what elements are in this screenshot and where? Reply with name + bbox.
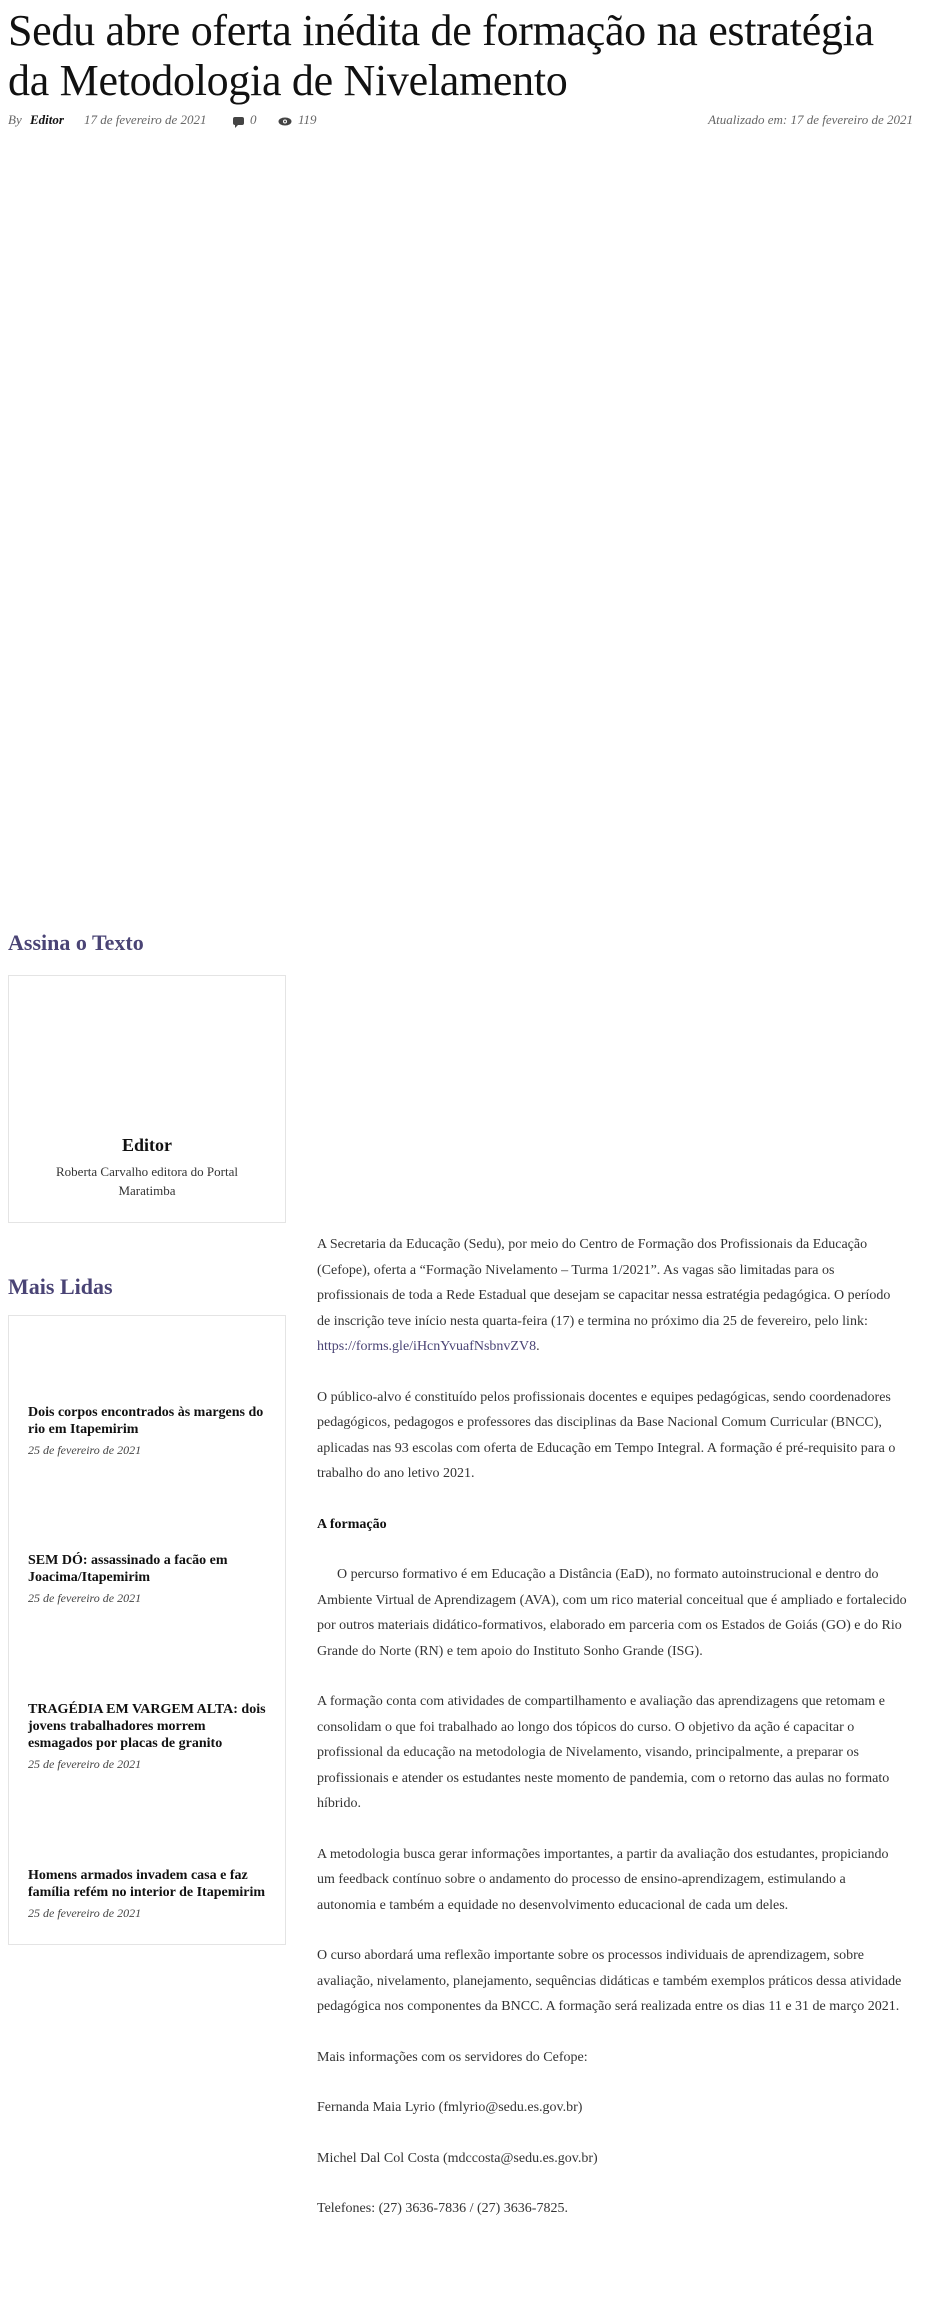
article-header bbox=[8, 0, 913, 127]
popular-item-date: 25 de fevereiro de 2021 bbox=[28, 1443, 142, 1457]
popular-item-title[interactable]: TRAGÉDIA EM VARGEM ALTA: dois jovens trabalhadores morrem esmagados por placas de granito bbox=[28, 1702, 266, 1751]
paragraph bbox=[317, 1232, 907, 1360]
popular-item-date: 25 de fevereiro de 2021 bbox=[28, 1906, 142, 1920]
registration-link[interactable]: https://forms.gle/iHcnYvuafNsbnvZV8 bbox=[317, 1339, 537, 1354]
popular-item-title[interactable]: SEM DÓ: assassinado a facão em Joacima/Itapemirim bbox=[28, 1553, 228, 1585]
updated-date: Atualizado em: 17 de fevereiro de 2021 bbox=[708, 112, 913, 127]
publish-date: 17 de fevereiro de 2021 bbox=[84, 112, 207, 127]
featured-media-area bbox=[8, 140, 913, 900]
comment-icon bbox=[233, 117, 244, 125]
paragraph: A metodologia busca gerar informações importantes, a partir da avaliação dos estudantes, propiciando um feedback contínuo sobre o andamento do processo de ensino-aprendizagem, estimulando a autonomia e também a equidade no desenvolvimento educacional de cada um deles. bbox=[317, 1846, 889, 1913]
paragraph-text: A Secretaria da Educação (Sedu), por meio do Centro de Formação dos Profissionais da Educação (Cefope), oferta a “Formação Nivelamento – Turma 1/2021”. As vagas são limitadas para os profissionais de toda a Rede Estadual que desejam se capacitar nessa estratégia pedagógica. O período de inscrição teve início nesta quarta-feira (17) e termina no próximo dia 25 de fevereiro, pelo link: bbox=[317, 1237, 891, 1329]
eye-icon bbox=[278, 117, 292, 126]
popular-item[interactable] bbox=[28, 1701, 268, 1772]
comments-count: 0 bbox=[250, 112, 257, 127]
author-link[interactable]: Editor bbox=[30, 112, 64, 127]
popular-item-title[interactable]: Homens armados invadem casa e faz família refém no interior de Itapemirim bbox=[28, 1868, 266, 1900]
paragraph: Mais informações com os servidores do Cefope: bbox=[317, 2049, 588, 2065]
popular-item-date: 25 de fevereiro de 2021 bbox=[28, 1757, 142, 1771]
popular-item[interactable] bbox=[28, 1867, 268, 1921]
sidebar bbox=[8, 930, 288, 1920]
views-count-wrap bbox=[278, 112, 317, 128]
popular-item-title[interactable]: Dois corpos encontrados às margens do rio em Itapemirim bbox=[28, 1405, 264, 1437]
section-subhead: A formação bbox=[317, 1516, 387, 1532]
paragraph: O público-alvo é constituído pelos profissionais docentes e equipes pedagógicas, sendo coordenadores pedagógicos, pedagogos e professores das disciplinas da Base Nacional Comum Curricular (BNCC), aplicadas nas 93 escolas com oferta de Educação em Tempo Integral. A formação é pré-requisito para o trabalho do ano letivo 2021. bbox=[317, 1389, 896, 1481]
article-title: Sedu abre oferta inédita de formação na estratégia da Metodologia de Nivelamento bbox=[8, 6, 874, 105]
popular-item[interactable] bbox=[28, 1404, 268, 1458]
contact-phones: Telefones: (27) 3636-7836 / (27) 3636-7825. bbox=[317, 2201, 568, 2216]
author-name[interactable]: Editor bbox=[121, 1135, 172, 1155]
popular-item[interactable] bbox=[28, 1552, 268, 1606]
paragraph-end: . bbox=[536, 1339, 540, 1354]
paragraph: A formação conta com atividades de compartilhamento e avaliação das aprendizagens que retomam e consolidam o que foi trabalhado ao longo dos tópicos do curso. O objetivo da ação é capacitar o profissional da educação na metodologia de Nivelamento, visando, principalmente, a preparar os profissionais e atender os estudantes neste momento de pandemia, com o retorno das aulas no formato híbrido. bbox=[317, 1694, 890, 1811]
article-body bbox=[317, 1232, 907, 2247]
paragraph: O curso abordará uma reflexão importante sobre os processos individuais de aprendizagem, sobre avaliação, nivelamento, planejamento, sequências didáticas e também exemplos práticos dessa atividade pedagógica nos componentes da BNCC. A formação será realizada entre os dias 11 e 31 de março 2021. bbox=[317, 1948, 902, 2014]
popular-widget-title: Mais Lidas bbox=[8, 1274, 113, 1299]
author-widget-title: Assina o Texto bbox=[8, 930, 144, 955]
author-box bbox=[8, 975, 286, 1223]
views-count: 119 bbox=[298, 112, 317, 127]
popular-list bbox=[8, 1315, 286, 1945]
author-avatar[interactable] bbox=[102, 998, 192, 1088]
paragraph: O percurso formativo é em Educação a Distância (EaD), no formato autoinstrucional e dentro do Ambiente Virtual de Aprendizagem (AVA), com um rico material conceitual que é ampliado e fortalecido por outros materiais didático-formativos, elaborado em parceria com os Estados de Goiás (GO) e do Rio Grande do Norte (RN) e tem apoio do Instituto Sonho Grande (ISG). bbox=[317, 1567, 907, 1659]
popular-item-date: 25 de fevereiro de 2021 bbox=[28, 1591, 142, 1605]
by-label: By bbox=[8, 112, 22, 127]
contact-line: Fernanda Maia Lyrio (fmlyrio@sedu.es.gov.br) bbox=[317, 2100, 583, 2115]
author-description: Roberta Carvalho editora do Portal Maratimba bbox=[56, 1164, 238, 1198]
contact-line: Michel Dal Col Costa (mdccosta@sedu.es.gov.br) bbox=[317, 2150, 598, 2166]
comments-count-link[interactable] bbox=[233, 112, 257, 128]
article-meta bbox=[8, 108, 913, 130]
